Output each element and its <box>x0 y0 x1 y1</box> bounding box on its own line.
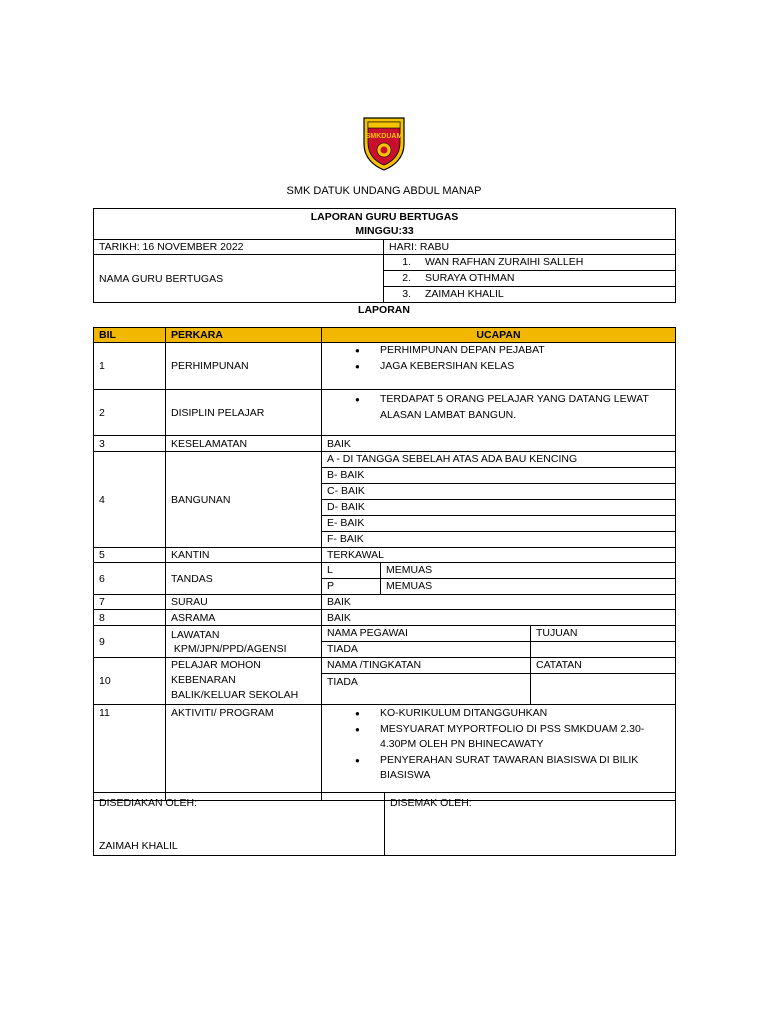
row-ucapan <box>322 343 676 390</box>
bullet-item: ● MESYUARAT MYPORTFOLIO DI PSS SMKDUAM 2.30-4.30PM OLEH PN BHINECAWATY <box>327 722 670 753</box>
section-title: LAPORAN <box>358 304 410 316</box>
table-row <box>94 595 676 610</box>
row-perkara: KESELAMATAN <box>166 436 322 452</box>
row-ucapan: BAIK <box>322 595 676 610</box>
row-ucapan <box>322 658 676 705</box>
permit-col-b: CATATAN <box>536 659 582 671</box>
row-perkara: DISIPLIN PELAJAR <box>166 390 322 436</box>
table-row <box>94 548 676 563</box>
table-row <box>94 343 676 390</box>
report-title-cell <box>94 209 676 240</box>
row-ucapan <box>322 626 676 658</box>
teacher-list <box>384 255 676 303</box>
row-perkara: LAWATAN KPM/JPN/PPD/AGENSI <box>166 626 322 658</box>
table-row <box>94 452 676 548</box>
report-title: LAPORAN GURU BERTUGAS <box>310 211 459 223</box>
prepared-by-cell <box>94 793 385 856</box>
permit-val-a: TIADA <box>322 674 531 704</box>
toilet-p-value: MEMUAS <box>386 580 433 592</box>
header-bil: BIL <box>94 328 166 343</box>
building-item: D- BAIK <box>322 500 675 516</box>
row-bil: 9 <box>94 626 166 658</box>
row-ucapan <box>322 452 676 548</box>
school-name: SMK DATUK UNDANG ABDUL MANAP <box>286 185 482 197</box>
checked-label: DISEMAK OLEH: <box>390 797 472 809</box>
table-row <box>94 436 676 452</box>
signature-table <box>93 792 676 856</box>
row-bil: 4 <box>94 452 166 548</box>
row-ucapan: TERKAWAL <box>322 548 676 563</box>
row-ucapan <box>322 390 676 436</box>
header-perkara: PERKARA <box>166 328 322 343</box>
teacher-item: 3. ZAIMAH KHALIL <box>402 288 504 300</box>
report-week: MINGGU:33 <box>355 225 414 237</box>
row-bil: 6 <box>94 563 166 595</box>
row-ucapan <box>322 563 676 595</box>
table-row <box>94 610 676 626</box>
table-row <box>94 390 676 436</box>
row-bil: 3 <box>94 436 166 452</box>
table-row <box>94 563 676 595</box>
visit-col-a: NAMA PEGAWAI <box>322 626 531 641</box>
row-ucapan: BAIK <box>322 610 676 626</box>
bullet-item: ● PENYERAHAN SURAT TAWARAN BIASISWA DI BILIK BIASISWA <box>327 753 670 784</box>
visit-val-b <box>531 642 675 657</box>
row-ucapan: BAIK <box>322 436 676 452</box>
table-row <box>94 705 676 801</box>
report-date: TARIKH: 16 NOVEMBER 2022 <box>94 240 384 255</box>
row-perkara: KANTIN <box>166 548 322 563</box>
teacher-label: NAMA GURU BERTUGAS <box>94 255 384 303</box>
checked-by-cell <box>385 793 676 856</box>
prepared-label: DISEDIAKAN OLEH: <box>99 797 198 809</box>
building-item: A - DI TANGGA SEBELAH ATAS ADA BAU KENCING <box>322 452 675 468</box>
bullet-item: ● KO-KURIKULUM DITANGGUHKAN <box>327 706 670 722</box>
row-bil: 11 <box>94 705 166 801</box>
row-perkara: TANDAS <box>166 563 322 595</box>
row-bil: 8 <box>94 610 166 626</box>
row-perkara: PELAJAR MOHON KEBENARAN BALIK/KELUAR SEKOLAH <box>166 658 322 705</box>
teacher-item: 1. WAN RAFHAN ZURAIHI SALLEH <box>384 255 675 271</box>
school-crest-logo <box>360 114 408 172</box>
row-perkara: ASRAMA <box>166 610 322 626</box>
report-day: HARI: RABU <box>384 240 676 255</box>
row-bil: 7 <box>94 595 166 610</box>
row-bil: 2 <box>94 390 166 436</box>
building-item: B- BAIK <box>322 468 675 484</box>
row-bil: 10 <box>94 658 166 705</box>
teacher-item: 2. SURAYA OTHMAN <box>384 271 675 287</box>
row-ucapan <box>322 705 676 801</box>
row-bil: 5 <box>94 548 166 563</box>
row-bil: 1 <box>94 343 166 390</box>
table-row <box>94 658 676 705</box>
visit-col-b: TUJUAN <box>536 627 578 639</box>
building-item: F- BAIK <box>327 533 364 545</box>
toilet-l-label: L <box>322 563 381 578</box>
table-row <box>94 626 676 658</box>
bullet-item: ● TERDAPAT 5 ORANG PELAJAR YANG DATANG LEWAT ALASAN LAMBAT BANGUN. <box>327 392 670 423</box>
logo-text: SMKDUAM <box>365 133 403 140</box>
row-perkara: PERHIMPUNAN <box>166 343 322 390</box>
building-item: C- BAIK <box>322 484 675 500</box>
row-perkara: BANGUNAN <box>166 452 322 548</box>
permit-val-b <box>531 674 675 704</box>
report-header-table <box>93 208 676 303</box>
permit-col-a: NAMA /TINGKATAN <box>322 658 531 673</box>
toilet-p-label: P <box>322 579 381 594</box>
visit-val-a: TIADA <box>322 642 531 657</box>
header-ucapan: UCAPAN <box>322 328 676 343</box>
bullet-item: ● JAGA KEBERSIHAN KELAS <box>327 359 670 375</box>
building-item: E- BAIK <box>322 516 675 532</box>
prepared-name: ZAIMAH KHALIL <box>99 840 178 852</box>
bullet-item: ● PERHIMPUNAN DEPAN PEJABAT <box>327 343 670 359</box>
toilet-l-value: MEMUAS <box>386 564 433 576</box>
row-perkara: AKTIVITI/ PROGRAM <box>166 705 322 801</box>
row-perkara: SURAU <box>166 595 322 610</box>
report-table <box>93 327 676 801</box>
